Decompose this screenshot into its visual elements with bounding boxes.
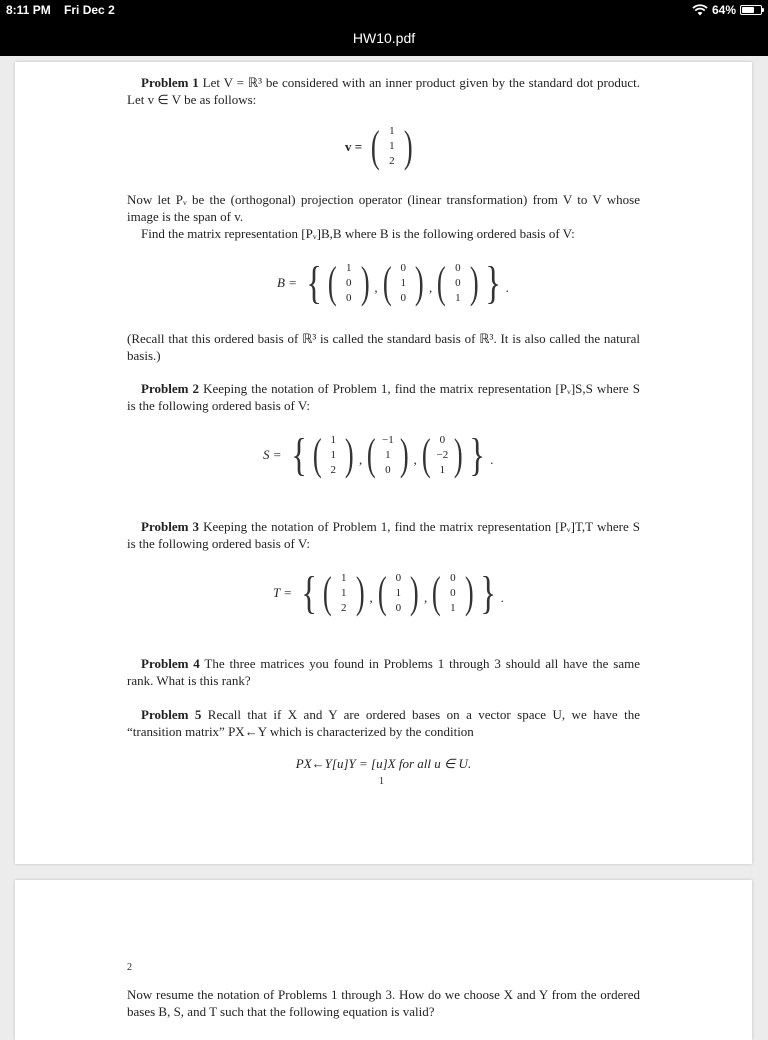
column-vector: ( 0 0 1 ) [432,568,474,617]
problem-3-text: Keeping the notation of Problem 1, find the matrix representation [Pᵥ]T,T where S is the following ordered basis of V: [127,519,641,551]
vector-entry: 2 [389,155,395,167]
basis-T: T = { ( 1 1 2 ) , ( 0 1 0 ) , ( 0 0 1 ) } . [273,567,504,618]
vector-entry: 1 [341,571,347,584]
recall-text: (Recall that this ordered basis of ℝ³ is called the standard basis of ℝ³. It is also called the natural basis.) [127,331,640,363]
status-time: 8:11 PM [6,3,51,17]
T-vectors: ( 1 1 2 ) , ( 0 1 0 ) , ( 0 0 1 ) [320,571,476,616]
S-label: S = [263,447,282,462]
wifi-icon [692,4,708,16]
equation-text: PX←Y[u]Y = [u]X for all u ∈ U. [295,756,472,771]
problem-4-label: Problem 4 [141,656,200,671]
vector-entry: 0 [400,261,407,274]
vector-entry: 1 [345,261,352,274]
vector-v [345,121,415,171]
vector-entry: −2 [436,448,449,461]
column-vector: ( 1 0 0 ) [327,258,370,307]
problem-2-label: Problem 2 [141,381,199,396]
find-text: Find the matrix representation [Pᵥ]B,B where B is the following ordered basis of V: [141,226,575,241]
v-label: v = [345,138,363,154]
pdf-page-2[interactable] [15,880,752,1040]
column-vector: ( 1 1 2 ) [323,568,365,617]
column-vector: ( 0 0 1 ) [437,258,479,307]
problem-3-label: Problem 3 [141,519,199,534]
battery-level [742,7,754,13]
vector-entry: 1 [385,448,391,461]
status-left [6,3,125,17]
S-vectors: ( 1 1 2 ) , ( −1 1 0 ) , ( 0 −2 1 ) [310,433,466,478]
problem-1-text: Let V = ℝ³ be considered with an inner product given by the standard dot product. Let v ∈ V be as follows: [127,75,641,107]
vector-entry: 1 [341,586,347,599]
B-vectors: ( 1 0 0 ) , ( 0 1 0 ) , ( 0 0 1 ) [325,261,481,306]
vector-entry: 0 [455,261,461,274]
problem-1-body [127,191,640,242]
status-date: Fri Dec 2 [64,3,115,17]
vector-entry: 2 [341,601,347,614]
vector-entry: 0 [450,571,456,584]
vector-entry: 0 [400,291,407,304]
vector-entry: 0 [395,571,402,584]
pdf-page-1[interactable] [15,62,752,864]
vector-entry: 1 [330,448,337,461]
vector-entry: 1 [439,463,446,476]
v-column: ( 1 1 2 ) [371,121,413,171]
status-right [692,3,762,17]
vector-entry: 0 [450,586,456,599]
vector-entry: 1 [400,276,407,289]
vector-entry: 0 [385,463,391,476]
column-vector: ( 0 1 0 ) [382,258,425,307]
vector-entry: 0 [395,601,402,614]
problem-1-intro [127,74,640,108]
problem-2-text: Keeping the notation of Problem 1, find the matrix representation [Pᵥ]S,S where S is the following ordered basis of V: [127,381,641,413]
vector-entry: 1 [450,601,456,614]
vector-entry: 0 [345,276,352,289]
T-label: T = [273,585,293,600]
document-title-bar[interactable] [0,20,768,56]
basis-S: S = { ( 1 1 2 ) , ( −1 1 0 ) , ( 0 −2 1 ) } . [263,429,494,480]
vector-entry: 0 [439,433,446,446]
vector-entry: 1 [389,125,395,137]
column-vector: ( 0 1 0 ) [377,568,420,617]
column-vector: ( 0 −2 1 ) [421,430,464,479]
problem-5-text: Recall that if X and Y are ordered bases on a vector space U, we have the “transition matrix” PX←Y which is characterized by the condition [127,707,640,739]
status-bar [0,0,768,20]
B-label: B = [277,275,297,290]
battery-percent: 64% [711,3,736,17]
vector-entry: 1 [455,291,461,304]
basis-B: B = { ( 1 0 0 ) , ( 0 1 0 ) , ( 0 0 1 ) } . [277,257,509,308]
problem-5 [127,706,640,740]
document-title: HW10.pdf [352,30,416,46]
column-vector: ( 1 1 2 ) [312,430,355,479]
vector-entry: 0 [345,291,352,304]
vector-entry: 1 [389,140,395,152]
problem-5-label: Problem 5 [141,707,202,722]
problem-4-text: The three matrices you found in Problems 1 through 3 should all have the same rank. What is this rank? [127,656,640,688]
column-vector: ( −1 1 0 ) [367,430,409,479]
page-2-paragraph: Now resume the notation of Problems 1 through 3. How do we choose X and Y from the ordered bases B, S, and T such that the following equation is valid? [127,987,640,1019]
vector-entry: 1 [330,433,337,446]
vector-entry: −1 [381,433,394,446]
page-number-2: 2 [127,962,132,973]
vector-entry: 2 [330,463,337,476]
battery-icon [740,5,762,15]
now-let-text: Now let Pᵥ be the (orthogonal) projection operator (linear transformation) from V to V whose image is the span of v. [127,192,640,224]
vector-entry: 1 [395,586,402,599]
problem-4 [127,655,640,689]
problem-1-label: Problem 1 [141,75,199,90]
problem-2 [127,380,640,414]
problem-3 [127,518,640,552]
transition-equation [127,756,640,772]
page-number-1: 1 [379,776,384,787]
page-2-text [127,986,640,1020]
recall-note [127,330,640,364]
vector-entry: 0 [455,276,461,289]
